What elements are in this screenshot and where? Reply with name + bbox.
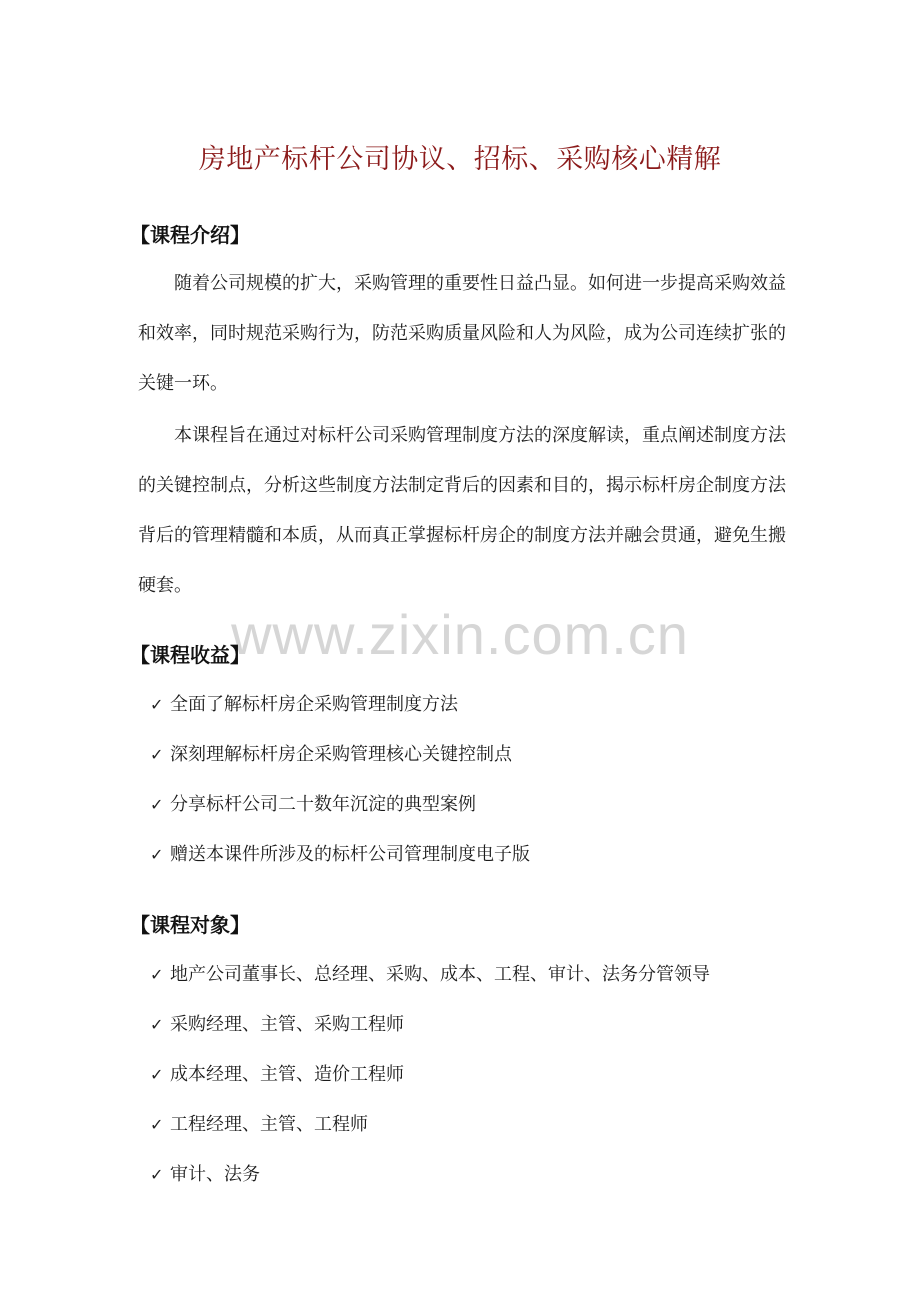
list-item xyxy=(150,1060,710,1110)
check-icon: ✓ xyxy=(150,795,164,814)
benefits-list xyxy=(150,690,530,890)
check-icon: ✓ xyxy=(150,965,164,984)
audience-text: 地产公司董事长、总经理、采购、成本、工程、审计、法务分管领导 xyxy=(170,964,710,985)
audience-text: 采购经理、主管、采购工程师 xyxy=(170,1014,404,1035)
benefit-text: 深刻理解标杆房企采购管理核心关键控制点 xyxy=(170,744,512,765)
audience-list xyxy=(150,960,710,1210)
check-icon: ✓ xyxy=(150,845,164,864)
intro-paragraph-2: 本课程旨在通过对标杆公司采购管理制度方法的深度解读，重点阐述制度方法的关键控制点，分析这些制度方法制定背后的因素和目的，揭示标杆房企制度方法背后的管理精髓和本质，从而真正掌握标杆房企的制度方法并融会贯通，避免生搬硬套。 xyxy=(138,425,786,596)
list-item xyxy=(150,840,530,890)
document-title: 房地产标杆公司协议、招标、采购核心精解 xyxy=(198,144,722,175)
list-item xyxy=(150,1110,710,1160)
benefit-text: 分享标杆公司二十数年沉淀的典型案例 xyxy=(170,794,476,815)
benefits-heading: 【课程收益】 xyxy=(130,643,250,667)
list-item xyxy=(150,960,710,1010)
check-icon: ✓ xyxy=(150,695,164,714)
list-item xyxy=(150,740,530,790)
watermark: www.zixin.com.cn xyxy=(231,603,689,666)
check-icon: ✓ xyxy=(150,1015,164,1034)
audience-text: 审计、法务 xyxy=(170,1164,260,1185)
check-icon: ✓ xyxy=(150,1165,164,1184)
list-item xyxy=(150,1010,710,1060)
audience-text: 成本经理、主管、造价工程师 xyxy=(170,1064,404,1085)
intro-heading: 【课程介绍】 xyxy=(130,223,250,247)
list-item xyxy=(150,1160,710,1210)
audience-text: 工程经理、主管、工程师 xyxy=(170,1114,368,1135)
list-item xyxy=(150,790,530,840)
benefit-text: 赠送本课件所涉及的标杆公司管理制度电子版 xyxy=(170,844,530,865)
audience-heading: 【课程对象】 xyxy=(130,913,250,937)
list-item xyxy=(150,690,530,740)
check-icon: ✓ xyxy=(150,1065,164,1084)
benefit-text: 全面了解标杆房企采购管理制度方法 xyxy=(170,694,458,715)
intro-paragraph-1: 随着公司规模的扩大，采购管理的重要性日益凸显。如何进一步提高采购效益和效率，同时规范采购行为，防范采购质量风险和人为风险，成为公司连续扩张的关键一环。 xyxy=(138,273,786,394)
check-icon: ✓ xyxy=(150,745,164,764)
check-icon: ✓ xyxy=(150,1115,164,1134)
